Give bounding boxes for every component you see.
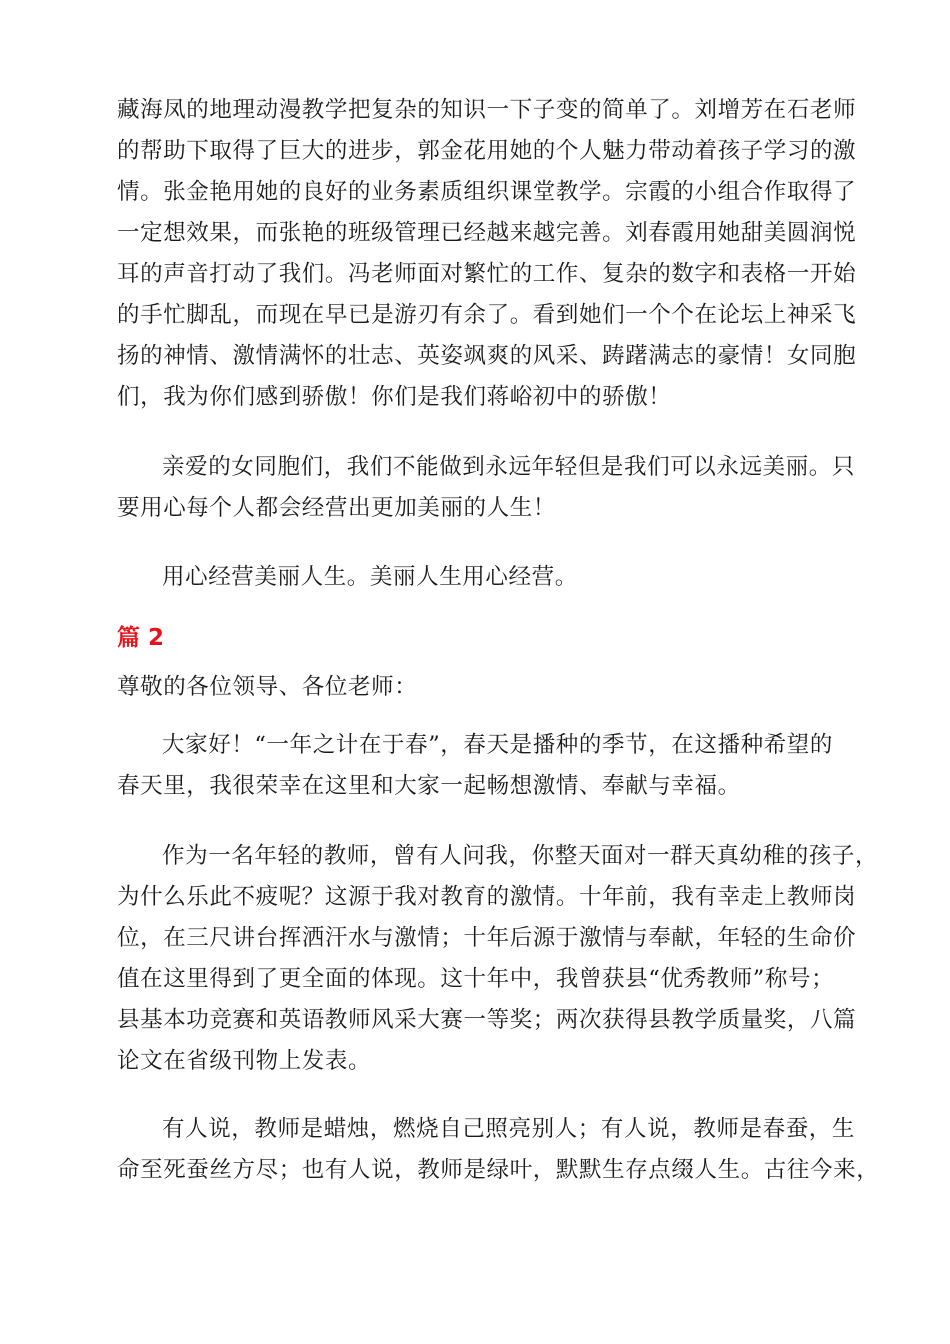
text-line: 用心经营美丽人生。美丽人生用心经营。 bbox=[162, 564, 578, 590]
text-line: 为什么乐此不疲呢？这源于我对教育的激情。十年前，我有幸走上教师岗 bbox=[117, 884, 857, 910]
text-line: 扬的神情、激情满怀的壮志、英姿飒爽的风采、踌躇满志的豪情！女同胞 bbox=[117, 343, 857, 369]
text-line: 位，在三尺讲台挥洒汗水与激情；十年后源于激情与奉献，年轻的生命价 bbox=[117, 925, 857, 951]
text-line: 县基本功竞赛和英语教师风采大赛一等奖；两次获得县教学质量奖，八篇 bbox=[117, 1007, 857, 1033]
text-line: 有人说，教师是蜡烛，燃烧自己照亮别人；有人说，教师是春蚕，生 bbox=[162, 1116, 856, 1142]
text-line: 值在这里得到了更全面的体现。这十年中，我曾获县“优秀教师”称号； bbox=[117, 966, 835, 992]
text-line: 一定想效果，而张艳的班级管理已经越来越完善。刘春霞用她甜美圆润悦 bbox=[117, 220, 857, 246]
text-line: 春天里，我很荣幸在这里和大家一起畅想激情、奉献与幸福。 bbox=[117, 773, 741, 799]
text-line: 耳的声音打动了我们。冯老师面对繁忙的工作、复杂的数字和表格一开始 bbox=[117, 261, 857, 287]
text-line: 的手忙脚乱，而现在早已是游刃有余了。看到她们一个个在论坛上神采飞 bbox=[117, 302, 857, 328]
text-line: 论文在省级刊物上发表。 bbox=[117, 1048, 372, 1074]
section-heading: 篇 2 bbox=[117, 625, 165, 651]
text-line: 的帮助下取得了巨大的进步，郭金花用她的个人魅力带动着孩子学习的激 bbox=[117, 138, 857, 164]
text-line: 亲爱的女同胞们，我们不能做到永远年轻但是我们可以永远美丽。只 bbox=[162, 454, 856, 480]
text-line: 情。张金艳用她的良好的业务素质组织课堂教学。宗霞的小组合作取得了 bbox=[117, 179, 857, 205]
text-line: 大家好！“一年之计在于春”，春天是播种的季节，在这播种希望的 bbox=[162, 732, 834, 758]
text-line: 作为一名年轻的教师，曾有人问我，你整天面对一群天真幼稚的孩子， bbox=[162, 843, 879, 869]
text-line: 藏海凤的地理动漫教学把复杂的知识一下子变的简单了。刘增芳在石老师 bbox=[117, 97, 857, 123]
text-line: 们，我为你们感到骄傲！你们是我们蒋峪初中的骄傲！ bbox=[117, 384, 672, 410]
text-line: 要用心每个人都会经营出更加美丽的人生！ bbox=[117, 495, 556, 521]
text-line: 命至死蚕丝方尽；也有人说，教师是绿叶，默默生存点缀人生。古往今来， bbox=[117, 1157, 880, 1183]
salutation: 尊敬的各位领导、各位老师： bbox=[117, 674, 418, 700]
